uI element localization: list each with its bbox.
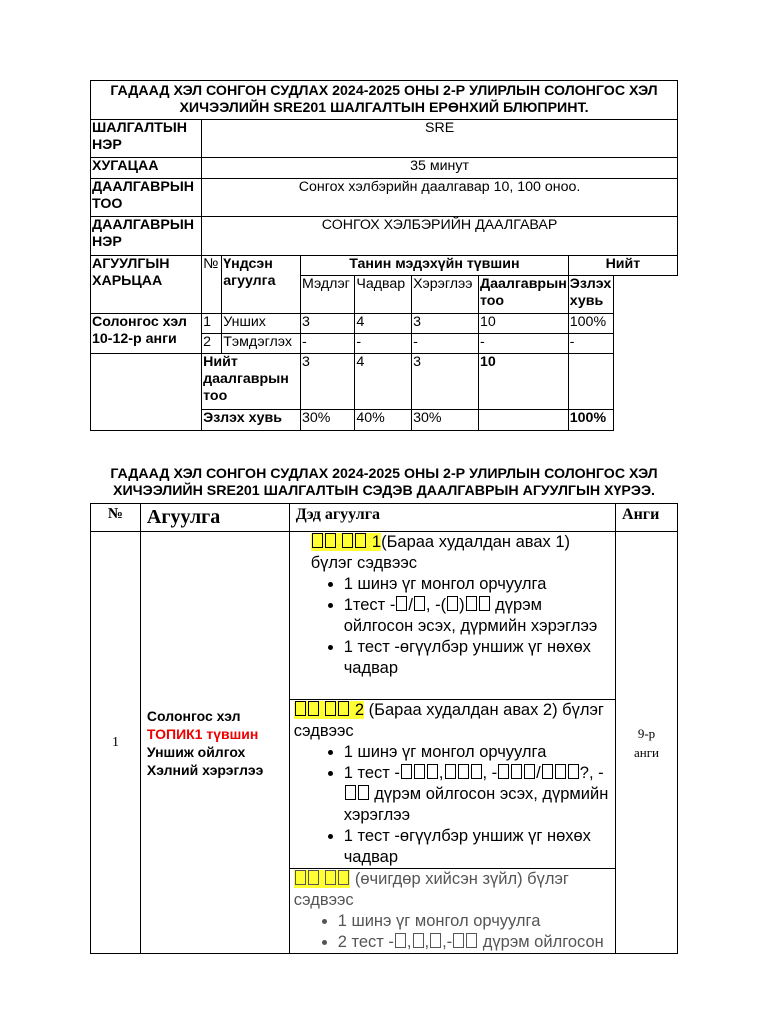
total-skill: 4 — [355, 354, 412, 410]
korean-glyph-icon — [325, 701, 336, 716]
col-share-header: Эзлэх хувь — [568, 276, 614, 314]
korean-glyph-icon — [427, 764, 438, 779]
topics-row-no: 1 — [91, 532, 141, 954]
korean-glyph-icon — [542, 764, 553, 779]
subtopic-list — [294, 574, 611, 679]
korean-glyph-icon — [396, 596, 407, 611]
korean-glyph-icon — [395, 933, 406, 948]
korean-glyph-icon — [308, 701, 319, 716]
korean-title-highlight — [311, 533, 381, 551]
row-knowledge: - — [300, 334, 354, 354]
korean-glyph-icon — [430, 933, 441, 948]
blueprint-table — [90, 80, 678, 431]
korean-glyph-icon — [401, 764, 412, 779]
korean-glyph-icon — [295, 701, 306, 716]
task-name-value: СОНГОХ ХЭЛБЭРИЙН ДААЛГАВАР — [202, 217, 678, 256]
korean-glyph-icon — [338, 701, 349, 716]
task-count-value: Сонгох хэлбэрийн даалгавар 10, 100 оноо. — [202, 179, 678, 217]
korean-glyph-icon — [358, 785, 369, 800]
korean-glyph-icon — [355, 533, 366, 548]
share-row-label: Эзлэх хувь — [202, 410, 301, 431]
col-cognitive-header: Танин мэдэхүйн түвшин — [300, 256, 568, 276]
row-share: - — [568, 334, 614, 354]
topic-cell — [140, 532, 289, 954]
total-apply: 3 — [412, 354, 479, 410]
subtopic-3 — [289, 869, 615, 954]
list-item: • 2 тест - , , ,- дүрэм ойлгосон — [338, 932, 611, 953]
topic-line: Солонгос хэл — [146, 707, 241, 724]
korean-glyph-icon — [325, 533, 336, 548]
korean-glyph-icon — [414, 596, 425, 611]
topics-col-no: № — [91, 504, 141, 532]
lesson-number: 2 — [354, 701, 365, 719]
list-item: • 1 тест -өгүүлбэр уншиж үг нөхөх чадвар — [344, 826, 611, 868]
korean-glyph-icon — [413, 933, 424, 948]
col-task-count-header: Даалгаврын тоо — [479, 276, 569, 314]
total-knowledge: 3 — [300, 354, 354, 410]
korean-glyph-icon — [447, 596, 458, 611]
lesson-number: 1 — [371, 533, 382, 551]
duration-value: 35 минут — [202, 158, 678, 179]
grade-cell: 9-р анги — [616, 532, 678, 954]
share-tasks — [479, 410, 569, 431]
korean-glyph-icon — [568, 764, 579, 779]
korean-glyph-icon — [498, 764, 509, 779]
group-label: Солонгос хэл 10-12-р анги — [91, 314, 202, 354]
topic-level: ТОПИК1 түвшин — [146, 725, 259, 742]
task-count-label: ДААЛГАВРЫН ТОО — [91, 179, 202, 217]
share-apply: 30% — [412, 410, 479, 431]
total-tasks: 10 — [479, 354, 569, 410]
share-knowledge: 30% — [300, 410, 354, 431]
korean-glyph-icon — [345, 785, 356, 800]
coverage-label: АГУУЛГЫН ХАРЬЦАА — [91, 256, 202, 314]
list-item: • 1 шинэ үг монгол орчуулга — [344, 574, 611, 595]
korean-glyph-icon — [453, 933, 464, 948]
korean-title-highlight — [294, 870, 351, 888]
list-item: • 1 шинэ үг монгол орчуулга — [344, 742, 611, 763]
korean-glyph-icon — [471, 764, 482, 779]
exam-name-value: SRE — [202, 120, 678, 158]
col-knowledge-header: Мэдлэг — [300, 276, 354, 314]
topics-table — [90, 503, 678, 954]
row-no: 2 — [202, 334, 222, 354]
korean-glyph-icon — [325, 870, 336, 885]
subtopic-heading: (Бараа худалдан авах 1) бүлэг сэдвээс — [310, 533, 571, 572]
topic-line: Хэлний хэрэглээ — [146, 761, 264, 778]
korean-glyph-icon — [524, 764, 535, 779]
row-tasks: 10 — [479, 314, 569, 334]
total-share — [568, 354, 614, 410]
subtopic-list — [294, 742, 611, 868]
korean-glyph-icon — [312, 533, 323, 548]
total-row-label: Нийт даалгаврын тоо — [202, 354, 301, 410]
korean-glyph-icon — [511, 764, 522, 779]
topics-col-grade: Анги — [616, 504, 678, 532]
row-apply: 3 — [412, 314, 479, 334]
korean-glyph-icon — [308, 870, 319, 885]
korean-glyph-icon — [555, 764, 566, 779]
row-apply: - — [412, 334, 479, 354]
list-item: • 1 тест - , , - / ?, - дүрэм ойлгосон эсэх, дүрмийн хэрэглээ — [344, 763, 611, 826]
blueprint-title: ГАДААД ХЭЛ СОНГОН СУДЛАХ 2024-2025 ОНЫ 2-Р УЛИРЛЫН СОЛОНГОС ХЭЛ ХИЧЭЭЛИЙН SRE201 ШАЛГАЛТЫН ЕРӨНХИЙ БЛЮПРИНТ. — [91, 81, 678, 120]
subtopic-heading: (өчигдөр хийсэн зүйл) бүлэг сэдвээс — [293, 870, 569, 909]
korean-glyph-icon — [466, 596, 477, 611]
subtopic-list — [294, 911, 611, 953]
share-total: 100% — [568, 410, 614, 431]
topics-title: ГАДААД ХЭЛ СОНГОН СУДЛАХ 2024-2025 ОНЫ 2-Р УЛИРЛЫН СОЛОНГОС ХЭЛ ХИЧЭЭЛИЙН SRE201 ШАЛГАЛТЫН СЭДЭВ ДААЛГАВРЫН АГУУЛГЫН ХҮРЭЭ. — [110, 466, 658, 499]
col-total-header: Нийт — [568, 256, 677, 276]
subtopic-1 — [289, 532, 615, 700]
korean-glyph-icon — [414, 764, 425, 779]
col-skill-header: Чадвар — [355, 276, 412, 314]
subtopic-2 — [289, 700, 615, 869]
row-share: 100% — [568, 314, 614, 334]
row-knowledge: 3 — [300, 314, 354, 334]
list-item: • 1тест - / , -( ) дүрэм ойлгосон эсэх, дүрмийн хэрэглээ — [344, 595, 611, 637]
subtopic-heading: (Бараа худалдан авах 2) бүлэг сэдвээс — [293, 701, 604, 740]
row-tasks: - — [479, 334, 569, 354]
korean-glyph-icon — [445, 764, 456, 779]
list-item: • 1 шинэ үг монгол орчуулга — [338, 911, 611, 932]
row-skill: 4 — [355, 314, 412, 334]
share-skill: 40% — [355, 410, 412, 431]
row-skill: - — [355, 334, 412, 354]
korean-glyph-icon — [466, 933, 477, 948]
korean-glyph-icon — [342, 533, 353, 548]
col-apply-header: Хэрэглээ — [412, 276, 479, 314]
list-item: • 1 тест -өгүүлбэр уншиж үг нөхөх чадвар — [344, 637, 611, 679]
exam-name-label: ШАЛГАЛТЫН НЭР — [91, 120, 202, 158]
col-main-content-header: Үндсэн агуулга — [222, 256, 301, 314]
topic-line: Уншиж ойлгох — [146, 743, 246, 760]
row-content: Тэмдэглэх — [222, 334, 301, 354]
korean-glyph-icon — [479, 596, 490, 611]
task-name-label: ДААЛГАВРЫН НЭР — [91, 217, 202, 256]
korean-glyph-icon — [458, 764, 469, 779]
topics-col-sub: Дэд агуулга — [289, 504, 615, 532]
topics-col-content: Агуулга — [140, 504, 289, 532]
korean-glyph-icon — [295, 870, 306, 885]
row-no: 1 — [202, 314, 222, 334]
row-content: Унших — [222, 314, 301, 334]
col-no-header: № — [202, 256, 222, 314]
duration-label: ХУГАЦАА — [91, 158, 202, 179]
korean-title-highlight — [294, 701, 364, 719]
korean-glyph-icon — [338, 870, 349, 885]
